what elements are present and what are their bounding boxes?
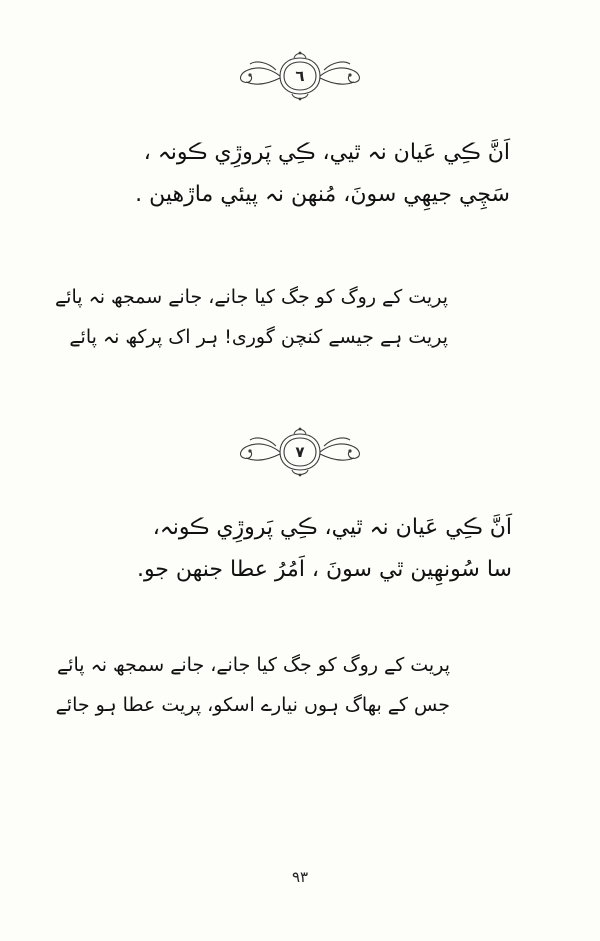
section-ornament-7 bbox=[232, 424, 368, 480]
stanza2-sindhi-line-1: اَنَّ ڪِي عَيان نہ ٿيي، ڪِي پَروڙِي ڪونہ، bbox=[152, 515, 512, 540]
stanza1-urdu-line-1: پریت کے روگ کو جگ کیا جانے، جانے سمجھ نہ پائے bbox=[55, 286, 448, 308]
stanza2-sindhi-line-2: سا سُونھِين ٿي سونَ ، اَمُرُ عطا جنھن جو. bbox=[136, 557, 512, 582]
stanza1-sindhi-line-2: سَچِي جيھِي سونَ، مُنھن نہ پيئي ماڙھين . bbox=[135, 182, 510, 207]
page-number: ٩٣ bbox=[291, 868, 309, 886]
section-number: ٧ bbox=[295, 443, 305, 461]
section-number: ٦ bbox=[295, 67, 305, 85]
stanza2-urdu-line-2: جس کے بھاگ ہوں نیارے اسکو، پریت عطا ہو جائے bbox=[55, 694, 450, 716]
stanza2-urdu-line-1: پریت کے روگ کو جگ کیا جانے، جانے سمجھ نہ پائے bbox=[57, 654, 450, 676]
stanza1-sindhi-line-1: اَنَّ ڪِي عَيان نہ ٿيي، ڪِي پَروڙِي ڪونہ ، bbox=[143, 140, 510, 165]
stanza1-urdu-line-2: پریت ہے جیسے کنچن گوری! ہر اک پرکھ نہ پائے bbox=[69, 326, 448, 348]
section-ornament-6 bbox=[232, 48, 368, 104]
